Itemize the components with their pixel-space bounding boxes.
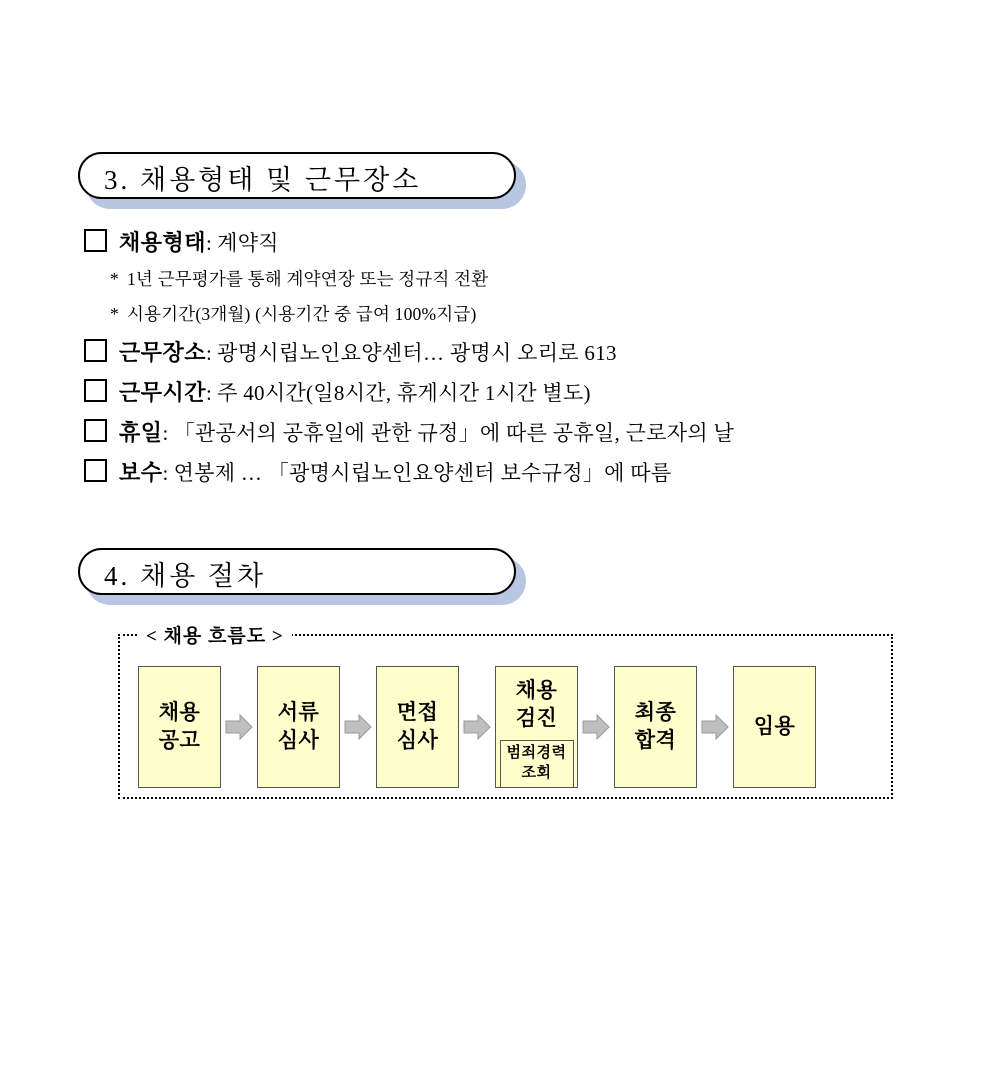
arrow-icon [578, 714, 614, 740]
note-contract-extension [110, 266, 992, 291]
flow-step-line1: 면접 [396, 700, 439, 725]
flow-step-sub-line2: 조회 [521, 764, 552, 781]
flow-step-line1: 채용 [158, 700, 201, 725]
section-heading-4 [78, 548, 518, 600]
list-item-separator: : [162, 421, 174, 445]
note-star: * [110, 304, 119, 324]
list-item-holidays [84, 416, 992, 450]
hiring-flow-diagram [118, 626, 893, 799]
flow-step-interview [376, 666, 459, 788]
flow-step-subbox-criminal-record [500, 740, 574, 788]
note-star: * [110, 269, 119, 289]
flow-steps [138, 666, 816, 788]
arrow-icon [459, 714, 495, 740]
checkbox-icon [84, 419, 107, 442]
flow-step-line1: 최종 [634, 700, 677, 725]
flow-step-final-pass [614, 666, 697, 788]
list-item-label: 휴일 [119, 420, 163, 445]
flow-step-line1: 임용 [753, 714, 796, 739]
arrow-icon [697, 714, 733, 740]
flow-step-appointment [733, 666, 816, 788]
section-heading-3-text: 3. 채용형태 및 근무장소 [104, 165, 422, 195]
section-heading-3 [78, 152, 518, 204]
list-item-label: 근무시간 [119, 380, 207, 405]
arrow-icon [340, 714, 376, 740]
note-text: 시용기간(3개월) (시용기간 중 급여 100%지급) [126, 304, 477, 324]
list-item-salary [84, 456, 992, 490]
list-item-value: 광명시립노인요양센터… 광명시 오리로 613 [217, 341, 617, 365]
list-item-value: 주 40시간(일8시간, 휴게시간 1시간 별도) [217, 381, 591, 405]
flow-step-sub-line1: 범죄경력 [506, 745, 567, 762]
list-item-work-hours [84, 376, 992, 410]
flow-step-line2: 심사 [277, 728, 320, 752]
note-probation [110, 301, 992, 326]
flow-step-line1: 채용 [515, 678, 558, 702]
list-item-value: 「관공서의 공휴일에 관한 규정」에 따른 공휴일, 근로자의 날 [173, 421, 735, 445]
flow-step-line1: 서류 [277, 700, 320, 725]
flow-step-health-check [495, 666, 578, 788]
list-item-separator: : [206, 381, 218, 405]
arrow-icon [221, 714, 257, 740]
list-item-label: 보수 [119, 460, 163, 485]
checkbox-icon [84, 229, 107, 252]
list-item-separator: : [162, 461, 174, 485]
list-item-separator: : [206, 231, 218, 255]
note-text: 1년 근무평가를 통해 계약연장 또는 정규직 전환 [126, 269, 489, 289]
checkbox-icon [84, 379, 107, 402]
list-item-value: 계약직 [217, 231, 279, 255]
list-item-value: 연봉제 … 「광명시립노인요양센터 보수규정」에 따름 [173, 461, 672, 485]
flow-step-document-review [257, 666, 340, 788]
list-item-work-location [84, 336, 992, 370]
flow-step-job-posting [138, 666, 221, 788]
flow-diagram-title: < 채용 흐름도 > [138, 621, 292, 648]
checkbox-icon [84, 459, 107, 482]
flow-step-line2: 합격 [634, 728, 677, 752]
flow-step-line2: 심사 [396, 728, 439, 752]
list-item-employment-type [84, 226, 992, 260]
checkbox-icon [84, 339, 107, 362]
list-item-label: 근무장소 [119, 340, 207, 365]
section-3-body [84, 226, 992, 490]
flow-step-line2: 검진 [515, 705, 558, 730]
section-heading-4-text: 4. 채용 절차 [104, 561, 267, 591]
flow-step-line2: 공고 [158, 728, 201, 752]
list-item-label: 채용형태 [119, 230, 207, 255]
list-item-separator: : [206, 341, 218, 365]
